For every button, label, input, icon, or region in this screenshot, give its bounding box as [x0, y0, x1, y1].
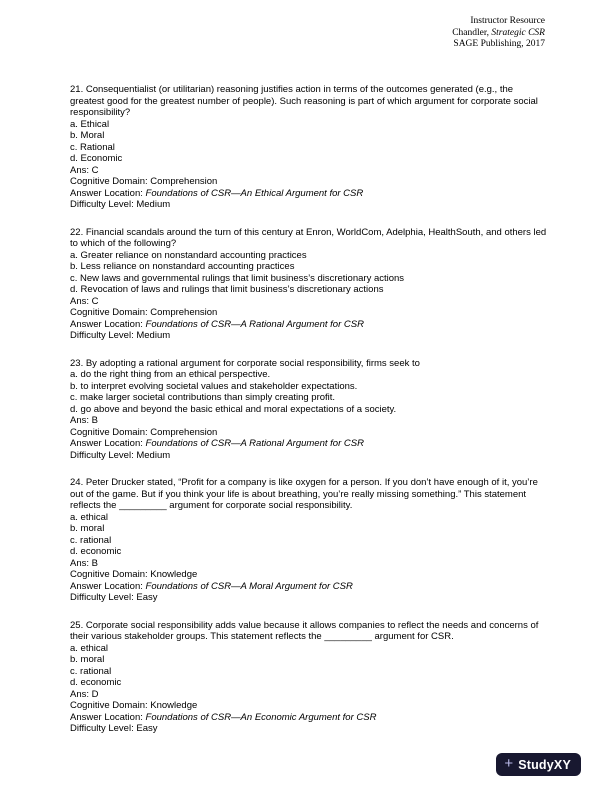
question-option-b: b. Less reliance on nonstandard accounting practices: [70, 261, 295, 272]
answer-location-label: Answer Location:: [70, 187, 146, 199]
question-block-25: [70, 620, 547, 735]
question-option-a: a. do the right thing from an ethical perspective.: [70, 369, 271, 380]
cognitive-domain-line: Cognitive Domain: Comprehension: [70, 426, 218, 438]
answer-line: Ans: B: [70, 557, 98, 569]
question-stem: 22. Financial scandals around the turn of this century at Enron, WorldCom, Adelphia, HealthSouth, and others led to which of the following?: [70, 226, 547, 249]
question-block-24: [70, 477, 547, 604]
question-list: [70, 84, 547, 751]
question-option-d: d. Revocation of laws and rulings that limit business’s discretionary actions: [70, 284, 384, 295]
question-option-d: d. economic: [70, 677, 122, 688]
difficulty-line: Difficulty Level: Medium: [70, 199, 171, 210]
question-stem: 23. By adopting a rational argument for corporate social responsibility, firms seek to: [70, 357, 420, 369]
difficulty-line: Difficulty Level: Easy: [70, 592, 158, 603]
difficulty-line: Difficulty Level: Medium: [70, 449, 171, 461]
question-option-a: a. ethical: [70, 642, 109, 654]
difficulty-line: Difficulty Level: Easy: [70, 723, 158, 734]
answer-location-value: Foundations of CSR—An Economic Argument for CSR: [145, 711, 377, 723]
cognitive-domain-line: Cognitive Domain: Knowledge: [70, 569, 198, 580]
studyxy-logo[interactable]: [496, 753, 581, 776]
answer-line: Ans: C: [70, 164, 99, 176]
header-line-publisher: SAGE Publishing, 2017: [453, 39, 545, 49]
question-option-b: b. to interpret evolving societal values and stakeholder expectations.: [70, 380, 358, 392]
question-block-22: [70, 227, 547, 342]
question-stem: 21. Consequentialist (or utilitarian) reasoning justifies action in terms of the outcomes generated (e.g., the greatest good for the greatest number of people). Such reasoning is part of which argument for corporate social responsibility?: [70, 84, 538, 118]
header-line-instructor-resource: Instructor Resource: [470, 16, 545, 26]
question-option-a: a. Greater reliance on nonstandard accounting practices: [70, 249, 307, 261]
answer-location-label: Answer Location:: [70, 438, 146, 449]
header-book-title: Strategic CSR: [491, 27, 545, 38]
plus-icon: +: [504, 755, 514, 772]
answer-location-line: [70, 581, 547, 593]
answer-line: Ans: D: [70, 688, 99, 700]
question-option-c: c. rational: [70, 534, 112, 546]
difficulty-line: Difficulty Level: Medium: [70, 330, 171, 341]
question-option-d: d. Economic: [70, 153, 123, 164]
question-option-c: c. Rational: [70, 141, 115, 153]
cognitive-domain-line: Cognitive Domain: Knowledge: [70, 700, 198, 711]
question-option-d: d. go above and beyond the basic ethical and moral expectations of a society.: [70, 403, 397, 415]
header-author: Chandler,: [452, 27, 492, 38]
question-option-a: a. Ethical: [70, 118, 110, 130]
logo-text: StudyXY: [518, 757, 571, 772]
question-option-c: c. rational: [70, 665, 112, 677]
answer-location-label: Answer Location:: [70, 580, 146, 592]
answer-location-line: [70, 319, 547, 331]
question-option-d: d. economic: [70, 546, 122, 557]
question-block-23: [70, 358, 547, 462]
answer-location-label: Answer Location:: [70, 318, 146, 330]
answer-location-value: Foundations of CSR—An Ethical Argument for CSR: [145, 187, 364, 199]
answer-location-value: Foundations of CSR—A Moral Argument for CSR: [145, 580, 353, 592]
question-option-a: a. ethical: [70, 511, 109, 523]
question-option-b: b. moral: [70, 654, 105, 665]
answer-location-line: [70, 188, 547, 200]
question-stem: 25. Corporate social responsibility adds value because it allows companies to reflect the needs and concerns of their various stakeholder groups. This statement reflects the _________ argument for CSR.: [70, 619, 539, 642]
page-header: [452, 16, 545, 51]
question-option-b: b. moral: [70, 523, 105, 534]
answer-location-label: Answer Location:: [70, 711, 146, 723]
question-option-b: b. Moral: [70, 130, 105, 141]
answer-line: Ans: C: [70, 295, 99, 307]
question-block-21: [70, 84, 547, 211]
cognitive-domain-line: Cognitive Domain: Comprehension: [70, 307, 218, 318]
answer-location-line: [70, 712, 547, 724]
answer-location-value: Foundations of CSR—A Rational Argument for CSR: [145, 318, 364, 330]
answer-location-value: Foundations of CSR—A Rational Argument for CSR: [145, 438, 364, 449]
question-option-c: c. make larger societal contributions than simply creating profit.: [70, 392, 336, 403]
question-stem: 24. Peter Drucker stated, “Profit for a company is like oxygen for a person. If you don’t have enough of it, you’re out of the game. But if you think your life is about breathing, you’re really missing something.” This statement reflects the _________ argument for corporate social responsibility.: [70, 477, 538, 511]
answer-line: Ans: B: [70, 415, 98, 426]
cognitive-domain-line: Cognitive Domain: Comprehension: [70, 176, 218, 187]
question-option-c: c. New laws and governmental rulings that limit business’s discretionary actions: [70, 272, 405, 284]
answer-location-line: [70, 438, 547, 450]
header-line-book-title: [452, 28, 545, 40]
